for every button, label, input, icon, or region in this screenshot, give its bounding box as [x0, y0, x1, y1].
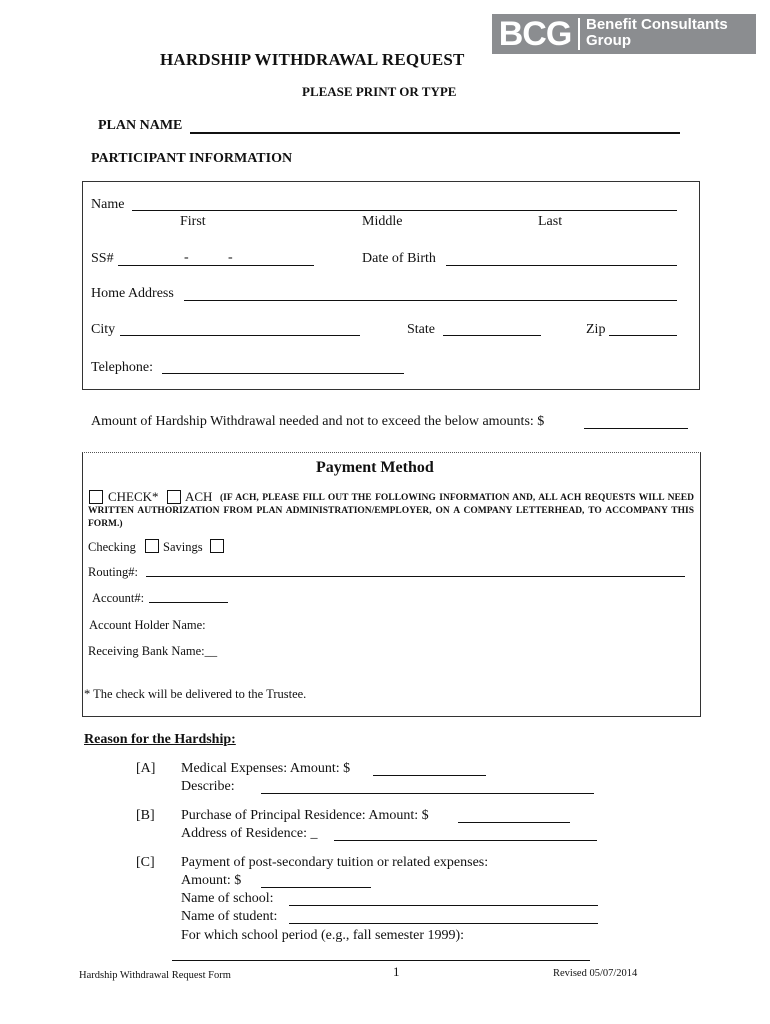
footer-revised-date: Revised 05/07/2014: [553, 968, 638, 979]
form-subtitle: PLEASE PRINT OR TYPE: [302, 84, 457, 99]
logo-line-2: Group: [586, 32, 631, 49]
reason-a-marker: [A]: [136, 761, 156, 776]
reason-b-marker: [B]: [136, 808, 155, 823]
reason-c-line1: Payment of post-secondary tuition or related expenses:: [181, 855, 489, 870]
reason-c-period: For which school period (e.g., fall semester 1999):: [181, 928, 465, 943]
home-address-field[interactable]: [184, 300, 677, 301]
city-field[interactable]: [120, 335, 360, 336]
dob-field[interactable]: [446, 265, 677, 266]
logo-line-1: Benefit Consultants: [586, 16, 728, 33]
ach-note: (IF ACH, PLEASE FILL OUT THE FOLLOWING INFORMATION AND, ALL ACH REQUESTS WILL NEED WRITTEN AUTHORIZATION FROM PLAN ADMINISTRATION/EMPLOYER, ON A COMPANY LETTERHEAD, TO ACCOMPANY THIS FORM.): [88, 493, 694, 529]
ach-label: ACH: [185, 489, 213, 504]
footer-form-name: Hardship Withdrawal Request Form: [79, 970, 231, 981]
middle-label: Middle: [362, 214, 403, 229]
first-label: First: [180, 214, 206, 229]
telephone-label: Telephone:: [91, 360, 153, 375]
reason-heading: Reason for the Hardship:: [84, 732, 236, 747]
form-title: HARDSHIP WITHDRAWAL REQUEST: [160, 50, 465, 69]
residence-address-field[interactable]: [334, 840, 597, 841]
last-label: Last: [538, 214, 563, 229]
city-label: City: [91, 322, 116, 337]
medical-describe-field[interactable]: [261, 793, 594, 794]
account-label: Account#:: [92, 591, 145, 605]
ss-dash-1: -: [184, 250, 189, 265]
logo-mark: BCG: [498, 14, 572, 53]
dob-label: Date of Birth: [362, 251, 436, 266]
savings-label: Savings: [163, 540, 203, 554]
tuition-amount-field[interactable]: [261, 887, 371, 888]
reason-c-marker: [C]: [136, 855, 155, 870]
reason-b-address: Address of Residence: _: [181, 826, 318, 841]
routing-field[interactable]: [146, 576, 685, 577]
zip-label: Zip: [586, 322, 606, 337]
reason-b-line1: Purchase of Principal Residence: Amount: $: [181, 808, 429, 823]
routing-label: Routing#:: [88, 565, 139, 579]
account-field[interactable]: [149, 602, 228, 603]
receiving-bank-label: Receiving Bank Name:__: [88, 644, 218, 658]
zip-field[interactable]: [609, 335, 677, 336]
payment-method-title: Payment Method: [316, 459, 434, 476]
bcg-logo: [492, 14, 756, 54]
check-delivery-note: * The check will be delivered to the Trustee.: [84, 687, 307, 701]
logo-text: [580, 14, 756, 54]
plan-name-label: PLAN NAME: [98, 118, 183, 133]
state-field[interactable]: [443, 335, 541, 336]
participant-box: [82, 181, 700, 390]
residence-amount-field[interactable]: [458, 822, 570, 823]
participant-heading: PARTICIPANT INFORMATION: [91, 151, 293, 166]
amount-field[interactable]: [584, 428, 688, 429]
checking-checkbox[interactable]: [145, 539, 159, 553]
student-name-field[interactable]: [289, 923, 598, 924]
ss-field[interactable]: [118, 265, 314, 266]
home-address-label: Home Address: [91, 286, 174, 301]
reason-c-amount: Amount: $: [181, 873, 242, 888]
check-label: CHECK*: [108, 489, 159, 504]
reason-a-line1: Medical Expenses: Amount: $: [181, 761, 351, 776]
state-label: State: [407, 322, 435, 337]
amount-label: Amount of Hardship Withdrawal needed and not to exceed the below amounts: $: [91, 414, 545, 429]
reason-a-describe: Describe:: [181, 779, 235, 794]
school-name-field[interactable]: [289, 905, 598, 906]
reason-c-student: Name of student:: [181, 909, 278, 924]
footer-rule: [172, 960, 590, 961]
footer-page-number: 1: [393, 964, 400, 979]
telephone-field[interactable]: [162, 373, 404, 374]
ss-label: SS#: [91, 251, 114, 266]
name-field[interactable]: [132, 210, 677, 211]
reason-c-school: Name of school:: [181, 891, 274, 906]
account-holder-label: Account Holder Name:: [89, 618, 206, 632]
savings-checkbox[interactable]: [210, 539, 224, 553]
medical-amount-field[interactable]: [373, 775, 486, 776]
ss-dash-2: -: [228, 250, 233, 265]
plan-name-field[interactable]: [190, 132, 680, 134]
checking-label: Checking: [88, 540, 136, 554]
name-label: Name: [91, 197, 125, 212]
